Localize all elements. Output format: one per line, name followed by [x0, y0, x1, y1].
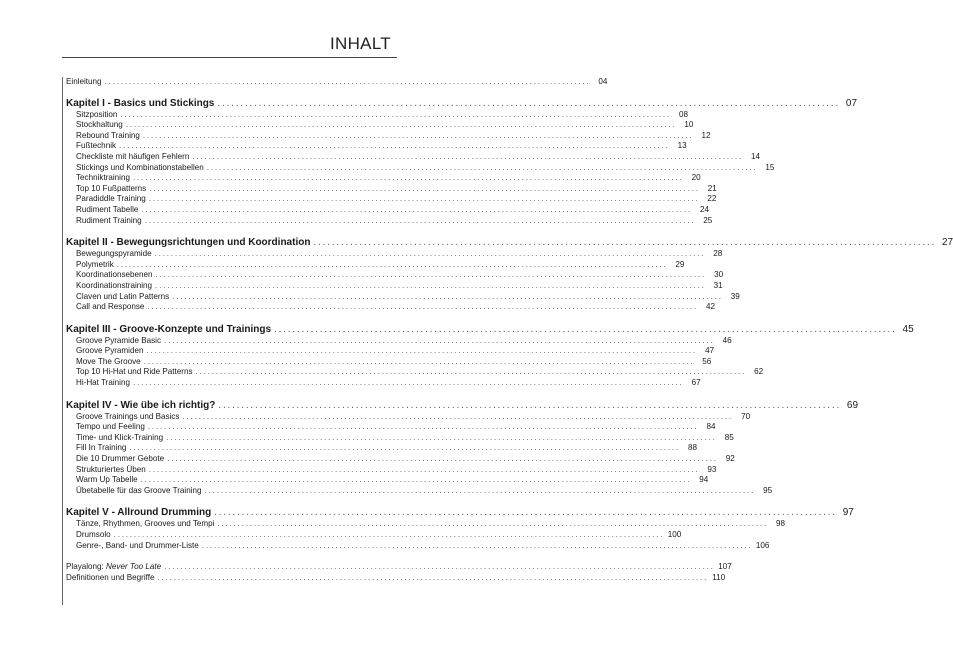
toc-entry[interactable]: [66, 280, 723, 292]
leader-dots: ........................................................................................................................................: [154, 249, 706, 259]
table-of-contents: [66, 77, 953, 583]
toc-entry-label: Genre-, Band- und Drummer-Liste: [76, 540, 199, 550]
toc-chapter-section: [66, 237, 953, 324]
toc-entry-label: Move The Groove: [76, 356, 141, 366]
toc-page-number: 13: [677, 141, 687, 151]
toc-entry-label: Rudiment Tabelle: [76, 204, 139, 214]
leader-dots: ........................................................................................................................................: [166, 432, 717, 442]
toc-page-number: 25: [703, 215, 713, 225]
toc-entry-label: Top 10 Hi-Hat und Ride Patterns: [76, 367, 193, 377]
leader-dots: ........................................................................................................................................: [195, 367, 747, 377]
left-margin-rule: [62, 77, 63, 605]
toc-page-number: 45: [902, 323, 914, 335]
leader-dots: ........................................................................................................................................: [144, 215, 696, 225]
toc-entry[interactable]: [66, 335, 732, 347]
toc-page-number: 95: [763, 485, 773, 495]
toc-entry[interactable]: [66, 378, 701, 389]
leader-dots: ........................................................................................................................................: [172, 291, 723, 301]
toc-entry-label: Stockhaltung: [76, 120, 123, 130]
toc-entry[interactable]: [66, 130, 711, 142]
toc-page-number: 70: [741, 411, 751, 421]
toc-page-number: 21: [707, 183, 717, 193]
toc-entry[interactable]: [66, 109, 689, 121]
toc-entry[interactable]: [66, 249, 723, 260]
toc-entry[interactable]: [66, 270, 724, 281]
toc-entry-label: Koordinationsebenen: [76, 270, 153, 280]
leader-dots: ........................................................................................................................................: [201, 540, 753, 550]
toc-entry-label: Checkliste mit häufigen Fehlern: [76, 151, 190, 161]
toc-page-number: 47: [705, 346, 715, 356]
leader-dots: ........................................................................................................................................: [141, 204, 693, 214]
toc-entry-label: Rudiment Training: [76, 215, 142, 225]
toc-page-number: 97: [842, 507, 854, 519]
leader-dots: ........................................................................................................................................: [217, 97, 841, 109]
toc-entry-label: Koordinationstraining: [76, 280, 153, 290]
toc-entry[interactable]: [66, 464, 717, 476]
toc-chapter-section: [66, 97, 858, 238]
toc-entry-label: Top 10 Fußpatterns: [76, 183, 147, 193]
toc-entry-label: Strukturiertes Üben: [76, 464, 146, 474]
leader-dots: ........................................................................................................................................: [167, 454, 718, 464]
toc-page-number: 67: [691, 378, 701, 388]
toc-page-number: 85: [724, 432, 734, 442]
toc-entry-label: Paradiddle Training: [76, 194, 146, 204]
toc-page-number: 98: [776, 519, 786, 529]
leader-dots: ........................................................................................................................................: [182, 411, 734, 421]
toc-page-number: 04: [598, 77, 608, 86]
toc-entry-label: Fill In Training: [76, 443, 127, 453]
leader-dots: ........................................................................................................................................: [148, 194, 700, 204]
toc-page-number: 110: [712, 572, 726, 582]
toc-entry[interactable]: [66, 530, 682, 541]
leader-dots: ........................................................................................................................................: [113, 530, 665, 539]
toc-entry[interactable]: [66, 162, 775, 174]
leader-dots: ........................................................................................................................................: [217, 519, 769, 529]
toc-entry[interactable]: [66, 572, 726, 584]
toc-page-number: 24: [700, 204, 710, 214]
toc-page-number: 22: [707, 194, 717, 204]
toc-entry-label: Claven und Latin Patterns: [76, 291, 170, 301]
toc-entry[interactable]: [66, 540, 770, 552]
header-divider: [62, 57, 397, 58]
toc-entry[interactable]: [66, 141, 687, 152]
toc-entry[interactable]: [66, 519, 786, 530]
toc-page-number: 46: [722, 335, 732, 345]
leader-dots: ........................................................................................................................................: [133, 173, 684, 183]
toc-entry-label: Übetabelle für das Groove Training: [76, 485, 202, 495]
toc-page-number: 84: [706, 422, 716, 432]
toc-entry-label: Rebound Training: [76, 130, 140, 140]
toc-page-number: 92: [725, 454, 735, 464]
toc-entry-label: Polymetrik: [76, 259, 114, 269]
toc-entry-label: Bewegungspyramide: [76, 249, 152, 259]
toc-entry-label: Kapitel IV - Wie übe ich richtig?: [66, 399, 216, 411]
toc-entry-label: Sitzposition: [76, 109, 118, 119]
toc-page-number: 69: [846, 399, 859, 411]
leader-dots: ........................................................................................................................................: [147, 422, 699, 432]
toc-entry[interactable]: [66, 173, 701, 184]
leader-dots: ........................................................................................................................................: [129, 443, 681, 453]
leader-dots: ........................................................................................................................................: [157, 572, 709, 582]
leader-dots: ........................................................................................................................................: [140, 475, 692, 485]
toc-chapter-section: [66, 323, 914, 400]
toc-chapter-heading[interactable]: [66, 399, 859, 412]
leader-dots: ........................................................................................................................................: [119, 141, 670, 151]
toc-entry-label: Groove Pyramide Basic: [76, 335, 162, 345]
leader-dots: ........................................................................................................................................: [204, 485, 756, 495]
toc-entry-label: Einleitung: [66, 77, 102, 86]
toc-entry[interactable]: [66, 475, 709, 486]
leader-dots: ........................................................................................................................................: [142, 130, 694, 140]
leader-dots: ........................................................................................................................................: [149, 183, 700, 193]
leader-dots: ........................................................................................................................................: [146, 346, 698, 356]
leader-dots: ........................................................................................................................................: [206, 162, 758, 172]
toc-page-number: 107: [718, 562, 732, 572]
leader-dots: ........................................................................................................................................: [214, 507, 837, 519]
toc-entry-playalong[interactable]: [66, 562, 732, 573]
toc-page-number: 20: [691, 173, 701, 183]
toc-entry-label: Techniktraining: [76, 173, 130, 183]
toc-entry[interactable]: [66, 443, 698, 454]
toc-entry[interactable]: [66, 411, 751, 423]
toc-entry-label: Tempo und Feeling: [76, 422, 145, 432]
leader-dots: ........................................................................................................................................: [147, 302, 699, 312]
leader-dots: ........................................................................................................................................: [164, 335, 715, 345]
toc-chapter-heading[interactable]: [66, 97, 858, 110]
toc-entry-label: Call and Response: [76, 302, 145, 312]
page-header-title: INHALT: [330, 34, 391, 53]
toc-page-number: 27: [941, 237, 953, 249]
toc-entry[interactable]: [66, 151, 760, 163]
toc-page-number: 12: [701, 130, 711, 140]
toc-entry-label: Time- und Klick-Training: [76, 432, 164, 442]
toc-chapter-heading[interactable]: [66, 237, 953, 249]
toc-entry-label: Definitionen und Begriffe: [66, 572, 155, 582]
toc-entry[interactable]: [66, 422, 716, 433]
toc-entry[interactable]: [66, 183, 717, 195]
leader-dots: ........................................................................................................................: [104, 77, 591, 86]
toc-appendix: [66, 562, 732, 583]
leader-dots: ........................................................................................................................................: [143, 356, 695, 366]
leader-dots: ........................................................................................................................................: [164, 562, 715, 572]
toc-entry[interactable]: [66, 215, 713, 227]
toc-entry[interactable]: [66, 485, 773, 497]
leader-dots: ........................................................................................................................................: [155, 280, 706, 290]
toc-chapter-heading[interactable]: [66, 323, 914, 336]
toc-entry[interactable]: [66, 302, 716, 313]
toc-page-number: 88: [688, 443, 698, 453]
toc-page-number: 07: [845, 97, 858, 109]
leader-dots: ........................................................................................................................................: [218, 399, 842, 411]
leader-dots: ........................................................................................................................................: [148, 464, 700, 474]
toc-entry[interactable]: [66, 367, 764, 378]
toc-page-number: 62: [754, 367, 764, 377]
toc-page-number: 15: [765, 162, 775, 172]
toc-entry[interactable]: [66, 204, 710, 216]
toc-entry-label: Kapitel II - Bewegungsrichtungen und Koordination: [66, 237, 311, 249]
toc-entry[interactable]: [66, 291, 740, 303]
leader-dots: ........................................................................................................................................: [125, 120, 677, 130]
toc-chapter-section: [66, 507, 854, 562]
leader-dots: ........................................................................................................................................: [192, 151, 743, 161]
leader-dots: ........................................................................................................................................: [116, 259, 668, 269]
toc-entry[interactable]: [66, 454, 735, 465]
toc-entry[interactable]: [66, 259, 685, 271]
toc-entry-label: Tänze, Rhythmen, Grooves und Tempi: [76, 519, 215, 529]
leader-dots: ........................................................................................................................................: [120, 109, 672, 119]
leader-dots: ........................................................................................................................................: [132, 378, 684, 388]
toc-page-number: 31: [713, 280, 723, 290]
toc-page-number: 08: [679, 109, 689, 119]
toc-entry[interactable]: [66, 120, 694, 131]
toc-entry[interactable]: [66, 356, 712, 368]
toc-entry-label: Stickings und Kombinationstabellen: [76, 162, 204, 172]
toc-page-number: 42: [706, 302, 716, 312]
leader-dots: ........................................................................................................................................: [274, 323, 897, 335]
toc-entry-label: Drumsolo: [76, 530, 111, 539]
toc-page-number: 10: [684, 120, 694, 130]
toc-entry-label-prefix: Playalong:: [66, 562, 107, 572]
toc-entry-label: Kapitel I - Basics und Stickings: [66, 97, 215, 109]
toc-entry-label: [66, 562, 161, 573]
toc-page-number: 106: [755, 540, 770, 550]
toc-entry[interactable]: [66, 346, 715, 357]
toc-page-number: 28: [713, 249, 723, 259]
toc-chapter-heading[interactable]: [66, 507, 854, 519]
toc-entry[interactable]: [66, 432, 734, 444]
toc-entry-label: Warm Up Tabelle: [76, 475, 138, 485]
leader-dots: ........................................................................................................................................: [155, 270, 707, 280]
toc-page-number: 94: [699, 475, 709, 485]
toc-entry-label: Groove Trainings und Basics: [76, 411, 180, 421]
toc-entry-label: Fußtechnik: [76, 141, 117, 151]
toc-entry-label-title: Never Too Late: [106, 562, 162, 572]
toc-page-number: 30: [714, 270, 724, 280]
toc-chapter-section: [66, 399, 859, 508]
toc-page-number: 100: [667, 530, 682, 539]
toc-page-number: 29: [675, 259, 685, 269]
toc-page-number: 93: [707, 464, 717, 474]
toc-page-number: 56: [702, 356, 712, 366]
toc-entry[interactable]: [66, 194, 717, 205]
toc-entry-intro[interactable]: [66, 77, 608, 88]
toc-entry-label: Kapitel III - Groove-Konzepte und Trainings: [66, 323, 272, 335]
toc-page-number: 14: [750, 151, 760, 161]
toc-entry-label: Hi-Hat Training: [76, 378, 130, 388]
toc-entry-label: Die 10 Drummer Gebote: [76, 454, 165, 464]
toc-chapters: [66, 97, 953, 563]
leader-dots: ........................................................................................................................................: [313, 237, 937, 249]
toc-page-number: 39: [730, 291, 740, 301]
toc-entry-label: Kapitel V - Allround Drumming: [66, 507, 212, 519]
toc-entry-label: Groove Pyramiden: [76, 346, 144, 356]
